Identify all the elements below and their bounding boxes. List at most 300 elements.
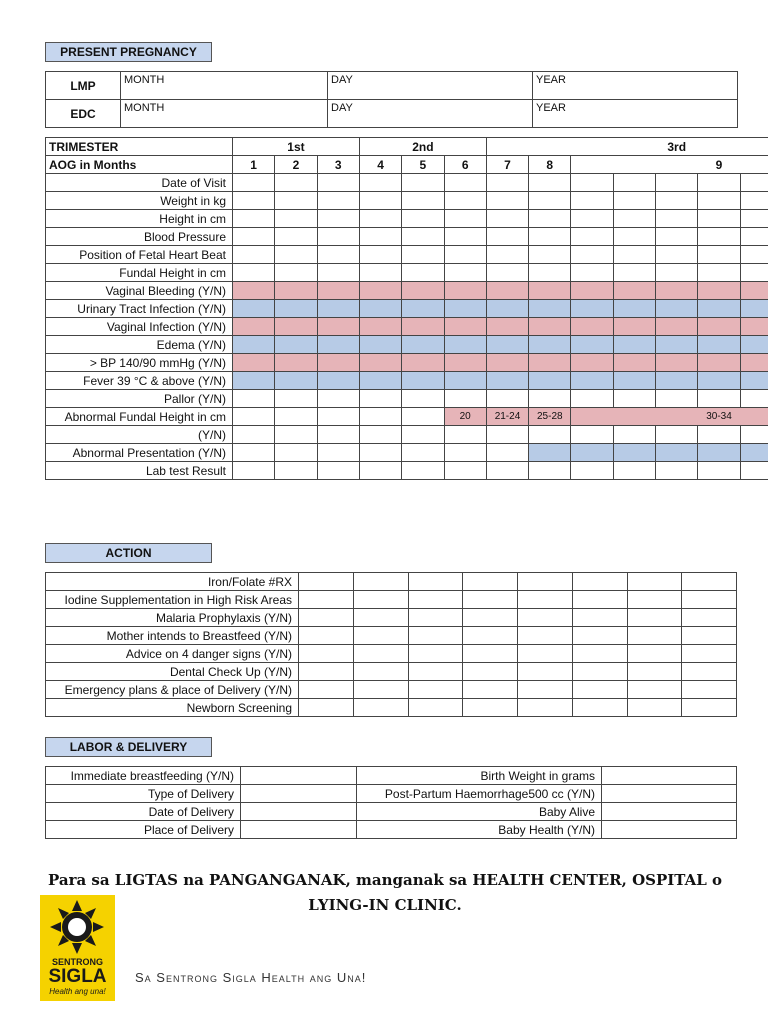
data-cell[interactable] [444,300,486,318]
data-cell[interactable] [486,210,528,228]
data-cell[interactable] [613,444,655,462]
labor-left-value[interactable] [241,767,357,785]
data-cell[interactable] [613,300,655,318]
action-cell[interactable] [463,609,518,627]
data-cell[interactable] [740,372,768,390]
data-cell[interactable] [698,318,740,336]
data-cell[interactable] [402,228,444,246]
data-cell[interactable] [233,174,275,192]
month-5: 5 [402,156,444,174]
data-cell[interactable] [698,372,740,390]
action-cell[interactable] [572,663,627,681]
action-cell[interactable] [299,699,354,717]
data-cell[interactable] [402,390,444,408]
data-cell[interactable] [571,282,613,300]
data-cell[interactable] [698,444,740,462]
data-cell[interactable] [613,192,655,210]
data-cell[interactable] [317,246,359,264]
edc-day[interactable]: DAY [328,100,533,128]
action-cell[interactable] [572,573,627,591]
data-cell[interactable] [444,390,486,408]
action-cell[interactable] [518,573,573,591]
data-cell[interactable] [698,174,740,192]
data-cell[interactable] [275,390,317,408]
action-cell[interactable] [682,699,737,717]
data-cell[interactable] [444,444,486,462]
data-cell[interactable] [359,318,401,336]
data-cell[interactable] [740,426,768,444]
data-cell[interactable] [359,336,401,354]
data-cell[interactable] [529,354,571,372]
data-cell[interactable] [656,354,698,372]
data-cell[interactable] [486,192,528,210]
data-cell[interactable] [613,462,655,480]
labor-right-value[interactable] [602,767,737,785]
data-cell[interactable] [656,336,698,354]
data-cell[interactable] [444,372,486,390]
data-cell[interactable] [402,210,444,228]
data-cell[interactable] [698,462,740,480]
data-cell[interactable] [529,372,571,390]
data-cell[interactable] [444,264,486,282]
action-cell[interactable] [408,699,463,717]
data-cell[interactable] [444,174,486,192]
data-cell[interactable] [740,318,768,336]
data-cell[interactable] [486,372,528,390]
data-cell[interactable] [656,390,698,408]
data-cell[interactable] [740,390,768,408]
data-cell[interactable] [317,282,359,300]
data-cell[interactable] [275,300,317,318]
action-cell[interactable] [627,591,682,609]
data-cell[interactable] [233,318,275,336]
data-cell[interactable] [359,264,401,282]
data-cell[interactable] [486,174,528,192]
action-cell[interactable] [682,573,737,591]
action-cell[interactable] [299,591,354,609]
action-cell[interactable] [408,627,463,645]
data-cell[interactable] [529,426,571,444]
data-cell[interactable] [444,210,486,228]
data-cell[interactable] [486,282,528,300]
action-cell[interactable] [627,573,682,591]
data-cell[interactable] [275,354,317,372]
data-cell[interactable] [402,318,444,336]
labor-right-value[interactable] [602,785,737,803]
data-cell[interactable] [359,426,401,444]
data-cell[interactable] [571,192,613,210]
action-cell[interactable] [627,645,682,663]
data-cell[interactable] [656,246,698,264]
data-cell[interactable] [275,210,317,228]
data-cell[interactable] [359,228,401,246]
data-cell[interactable] [740,444,768,462]
data-cell[interactable] [233,300,275,318]
action-cell[interactable] [463,663,518,681]
data-cell[interactable] [613,210,655,228]
data-cell[interactable] [233,372,275,390]
labor-left-value[interactable] [241,785,357,803]
data-cell[interactable] [571,174,613,192]
action-cell[interactable] [682,609,737,627]
data-cell[interactable] [359,300,401,318]
data-cell[interactable] [486,336,528,354]
trimester-row [46,372,768,390]
action-cell[interactable] [353,627,408,645]
action-cell[interactable] [627,627,682,645]
data-cell[interactable] [613,354,655,372]
data-cell[interactable] [233,444,275,462]
action-cell[interactable] [408,663,463,681]
action-cell[interactable] [463,681,518,699]
data-cell[interactable] [317,318,359,336]
action-cell[interactable] [572,627,627,645]
data-cell[interactable] [317,300,359,318]
trimester-row [46,354,768,372]
data-cell[interactable] [613,228,655,246]
data-cell[interactable] [740,174,768,192]
data-cell[interactable] [359,246,401,264]
data-cell[interactable] [486,462,528,480]
data-cell[interactable] [613,318,655,336]
action-cell[interactable] [682,663,737,681]
data-cell[interactable] [317,192,359,210]
data-cell[interactable] [402,354,444,372]
action-cell[interactable] [299,645,354,663]
data-cell[interactable] [529,192,571,210]
data-cell[interactable] [571,462,613,480]
data-cell[interactable] [275,318,317,336]
action-cell[interactable] [299,609,354,627]
data-cell[interactable] [571,390,613,408]
data-cell[interactable] [698,282,740,300]
data-cell[interactable] [275,444,317,462]
data-cell[interactable] [359,444,401,462]
data-cell[interactable] [486,246,528,264]
data-cell[interactable] [359,390,401,408]
action-cell[interactable] [627,681,682,699]
action-cell[interactable] [353,645,408,663]
data-cell[interactable] [275,462,317,480]
data-cell[interactable] [571,318,613,336]
data-cell[interactable] [444,462,486,480]
action-cell[interactable] [408,681,463,699]
action-cell[interactable] [408,645,463,663]
action-cell[interactable] [353,573,408,591]
action-cell[interactable] [682,591,737,609]
data-cell[interactable] [402,426,444,444]
data-cell[interactable] [571,300,613,318]
action-cell[interactable] [518,645,573,663]
data-cell[interactable] [402,462,444,480]
data-cell[interactable] [529,300,571,318]
data-cell[interactable] [486,264,528,282]
data-cell[interactable] [359,408,401,426]
data-cell[interactable] [275,408,317,426]
data-cell[interactable] [359,462,401,480]
data-cell[interactable] [698,426,740,444]
data-cell[interactable] [317,372,359,390]
action-cell[interactable] [682,627,737,645]
action-cell[interactable] [353,663,408,681]
action-cell[interactable] [299,627,354,645]
action-cell[interactable] [518,681,573,699]
data-cell[interactable] [317,462,359,480]
action-cell[interactable] [572,681,627,699]
data-cell[interactable] [571,426,613,444]
action-cell[interactable] [299,681,354,699]
action-cell[interactable] [572,609,627,627]
action-cell[interactable] [353,699,408,717]
data-cell[interactable] [317,444,359,462]
data-cell[interactable] [275,372,317,390]
data-cell[interactable] [529,318,571,336]
data-cell[interactable] [402,372,444,390]
data-cell[interactable] [275,264,317,282]
action-cell[interactable] [408,591,463,609]
data-cell[interactable] [656,300,698,318]
data-cell[interactable] [740,192,768,210]
data-cell[interactable] [402,408,444,426]
data-cell[interactable] [529,390,571,408]
data-cell[interactable] [656,228,698,246]
data-cell[interactable] [529,228,571,246]
data-cell[interactable] [656,444,698,462]
data-cell[interactable] [529,336,571,354]
data-cell[interactable] [486,426,528,444]
data-cell[interactable] [740,282,768,300]
data-cell[interactable] [571,354,613,372]
action-cell[interactable] [627,609,682,627]
data-cell[interactable] [529,264,571,282]
data-cell[interactable] [402,444,444,462]
data-cell[interactable] [317,354,359,372]
data-cell[interactable] [656,462,698,480]
data-cell[interactable] [571,336,613,354]
data-cell[interactable] [486,228,528,246]
data-cell[interactable] [275,282,317,300]
data-cell[interactable] [740,228,768,246]
labor-left-value[interactable] [241,803,357,821]
data-cell[interactable] [571,264,613,282]
data-cell[interactable] [613,372,655,390]
data-cell[interactable] [529,462,571,480]
action-cell[interactable] [408,573,463,591]
data-cell[interactable] [275,228,317,246]
data-cell[interactable] [402,174,444,192]
data-cell[interactable] [444,228,486,246]
data-cell[interactable] [486,354,528,372]
data-cell[interactable] [486,318,528,336]
action-cell[interactable] [353,681,408,699]
data-cell[interactable] [275,174,317,192]
data-cell[interactable] [571,210,613,228]
data-cell[interactable] [444,318,486,336]
data-cell[interactable] [613,282,655,300]
data-cell[interactable] [656,174,698,192]
data-cell[interactable] [233,336,275,354]
data-cell[interactable] [740,336,768,354]
action-cell[interactable] [408,609,463,627]
data-cell[interactable] [317,174,359,192]
data-cell[interactable] [317,264,359,282]
data-cell[interactable] [233,282,275,300]
data-cell[interactable] [613,246,655,264]
action-cell[interactable] [353,591,408,609]
data-cell[interactable] [656,318,698,336]
data-cell[interactable] [529,174,571,192]
row-label: Abnormal Fundal Height in cm [46,408,233,426]
data-cell[interactable] [233,408,275,426]
labor-right-value[interactable] [602,803,737,821]
action-cell[interactable] [463,645,518,663]
data-cell[interactable] [444,336,486,354]
data-cell[interactable] [698,264,740,282]
action-cell[interactable] [627,663,682,681]
action-cell[interactable] [299,573,354,591]
action-cell[interactable] [682,681,737,699]
action-cell[interactable] [572,591,627,609]
month-4: 4 [359,156,401,174]
data-cell[interactable] [233,354,275,372]
data-cell[interactable] [444,354,486,372]
data-cell[interactable] [656,192,698,210]
action-cell[interactable] [518,699,573,717]
data-cell[interactable] [656,426,698,444]
data-cell[interactable] [402,300,444,318]
data-cell[interactable] [656,264,698,282]
data-cell[interactable] [444,192,486,210]
data-cell[interactable] [698,192,740,210]
data-cell[interactable] [359,192,401,210]
data-cell[interactable] [613,426,655,444]
data-cell[interactable] [402,336,444,354]
action-cell[interactable] [463,591,518,609]
action-cell[interactable] [518,663,573,681]
edc-year[interactable]: YEAR [533,100,738,128]
data-cell[interactable] [317,408,359,426]
data-cell[interactable] [571,228,613,246]
data-cell[interactable] [486,444,528,462]
data-cell[interactable] [613,336,655,354]
data-cell[interactable] [740,462,768,480]
data-cell[interactable] [740,354,768,372]
action-row [46,681,737,699]
data-cell[interactable] [275,246,317,264]
action-cell[interactable] [299,663,354,681]
data-cell[interactable] [233,246,275,264]
labor-left-value[interactable] [241,821,357,839]
lmp-year[interactable]: YEAR [533,72,738,100]
data-cell[interactable] [486,390,528,408]
labor-left-label: Immediate breastfeeding (Y/N) [46,767,241,785]
data-cell[interactable] [529,444,571,462]
data-cell[interactable] [317,390,359,408]
data-cell[interactable] [444,282,486,300]
data-cell[interactable] [317,426,359,444]
data-cell[interactable] [529,210,571,228]
data-cell[interactable] [402,192,444,210]
data-cell[interactable] [613,174,655,192]
data-cell[interactable] [359,354,401,372]
data-cell[interactable] [698,228,740,246]
data-cell[interactable] [359,372,401,390]
data-cell[interactable] [359,210,401,228]
data-cell[interactable] [233,264,275,282]
data-cell[interactable] [613,390,655,408]
data-cell[interactable] [402,264,444,282]
action-cell[interactable] [463,699,518,717]
data-cell[interactable] [317,210,359,228]
data-cell[interactable] [402,282,444,300]
data-cell[interactable] [698,390,740,408]
data-cell[interactable] [359,174,401,192]
action-label: Iron/Folate #RX [46,573,299,591]
data-cell[interactable] [571,246,613,264]
action-cell[interactable] [463,573,518,591]
data-cell[interactable] [698,210,740,228]
data-cell[interactable] [233,210,275,228]
action-cell[interactable] [682,645,737,663]
data-cell[interactable] [740,210,768,228]
data-cell[interactable] [275,426,317,444]
data-cell[interactable] [233,426,275,444]
data-cell[interactable] [444,426,486,444]
data-cell[interactable] [529,282,571,300]
labor-right-value[interactable] [602,821,737,839]
action-cell[interactable] [518,609,573,627]
data-cell[interactable] [656,210,698,228]
action-cell[interactable] [518,627,573,645]
data-cell[interactable] [740,300,768,318]
edc-month[interactable]: MONTH [121,100,328,128]
data-cell[interactable] [233,228,275,246]
data-cell[interactable] [698,246,740,264]
data-cell[interactable] [233,390,275,408]
data-cell[interactable] [698,336,740,354]
action-cell[interactable] [518,591,573,609]
data-cell[interactable] [359,282,401,300]
data-cell[interactable] [740,246,768,264]
data-cell[interactable] [233,462,275,480]
data-cell[interactable] [275,336,317,354]
data-cell[interactable] [317,228,359,246]
action-cell[interactable] [353,609,408,627]
action-cell[interactable] [572,645,627,663]
data-cell[interactable] [275,192,317,210]
data-cell[interactable] [656,372,698,390]
action-cell[interactable] [627,699,682,717]
action-cell[interactable] [463,627,518,645]
data-cell[interactable] [233,192,275,210]
data-cell[interactable] [698,300,740,318]
data-cell[interactable] [571,372,613,390]
data-cell[interactable] [698,354,740,372]
data-cell[interactable] [656,282,698,300]
action-cell[interactable] [572,699,627,717]
data-cell[interactable] [444,246,486,264]
data-cell[interactable] [740,264,768,282]
data-cell[interactable] [402,246,444,264]
data-cell[interactable] [613,264,655,282]
data-cell[interactable] [571,444,613,462]
data-cell[interactable] [529,246,571,264]
lmp-month[interactable]: MONTH [121,72,328,100]
action-row [46,573,737,591]
data-cell[interactable] [317,336,359,354]
lmp-day[interactable]: DAY [328,72,533,100]
data-cell[interactable] [486,300,528,318]
